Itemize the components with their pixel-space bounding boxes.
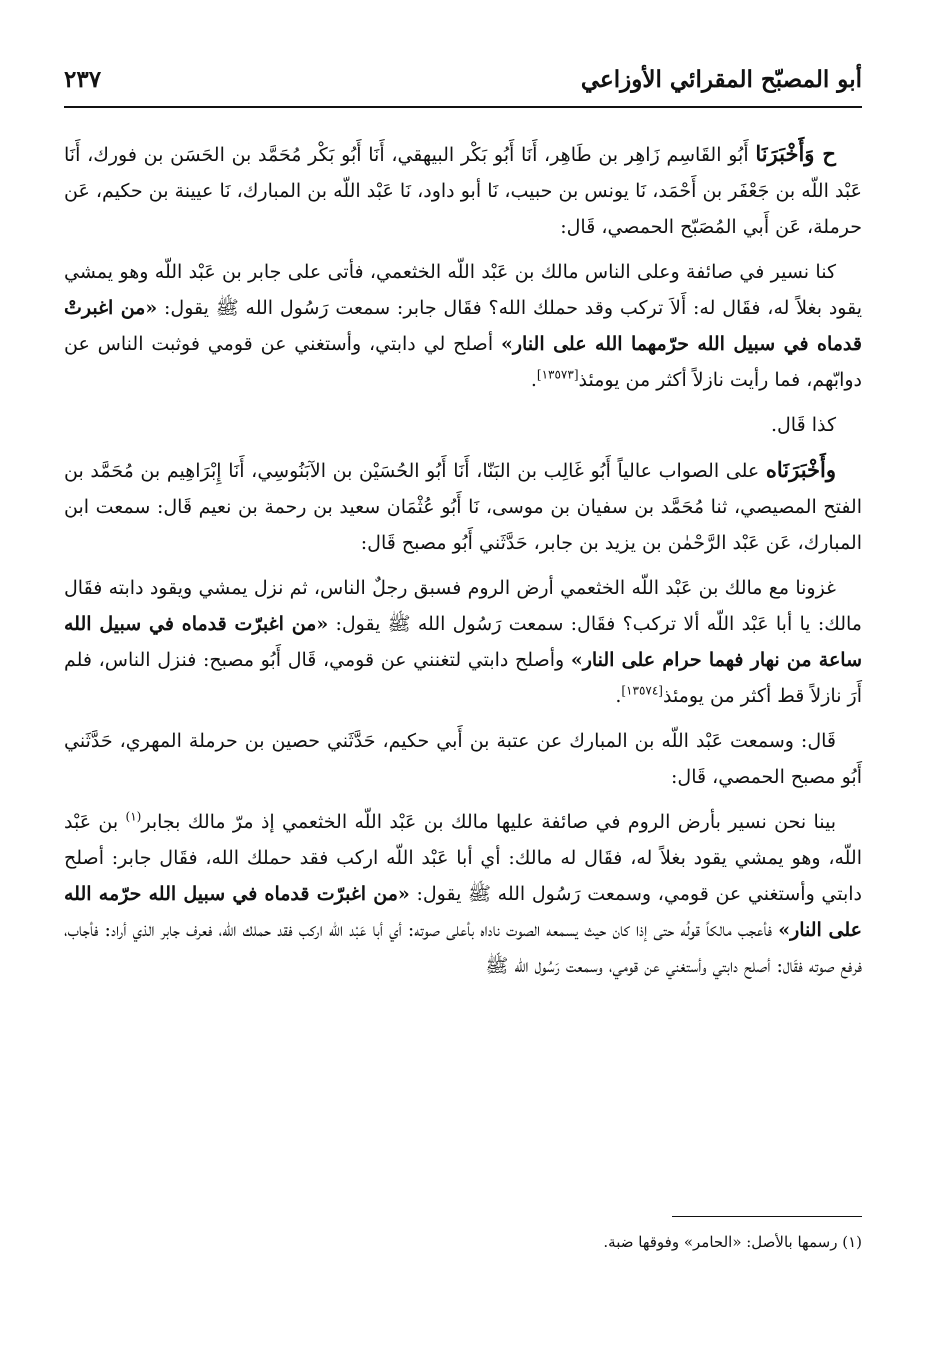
remark-paragraph	[64, 407, 862, 443]
paragraph-text: أَبُو القَاسِم زَاهِر بن طَاهِر، أَنَا أَبُو بَكْر البيهقي، أَنَا أَبُو بَكْر مُحَمَّد بن الحَسَن بن فورك، أَنَا عَبْد اللّه بن جَعْفَر بن أَحْمَد، نَا يونس بن حبيب، نَا أبو داود، نَا عَبْد اللّه بن المبارك، نَا عيينة بن حكيم، عَن حرملة، عَن أَبي المُصَبّح الحمصي، قَال:	[64, 144, 862, 238]
isnad-paragraph-1	[64, 136, 862, 245]
isnad-paragraph-3	[64, 723, 862, 795]
paragraph-text: بينا نحن نسير بأرض الروم في صائفة عليها مالك بن عَبْد اللّه الخثعمي إذ مرّ مالك بجابر	[141, 811, 837, 833]
footnote-rule	[672, 1216, 862, 1217]
paragraph-text: بن عَبْد اللّه، وهو يمشي يقود بغلاً له، فقَال له مالك: أي أبا عَبْد اللّه اركب فقد حملك الله، فقَال جابر: أصلح دابتي وأستغني عن قومي، وسمعت رَسُول الله ﷺ يقول:	[64, 811, 862, 905]
matn-paragraph-1	[64, 254, 862, 398]
lead-word: وأَخْبَرَنَاه	[765, 457, 836, 482]
hadith-reference: [١٣٥٧٣]	[536, 367, 579, 382]
paragraph-text: قَال: وسمعت عَبْد اللّه بن المبارك عن عتبة بن أَبي حكيم، حَدَّثَني حصين بن حرملة المهري، حَدَّثَني أَبُو مصبح الحمصي، قَال:	[64, 730, 862, 788]
paragraph-end: .	[615, 685, 622, 707]
matn-paragraph-2	[64, 570, 862, 714]
header-rule	[64, 106, 862, 108]
paragraph-text: فأعجب مالكاً قولُه حتى إذا كان حيث يسمعه الصوت ناداه بأعلى صوته: أي أبا عَبْد اللّه اركب فقد حملك الله، فعرف جابر الذي أراد: فأجاب، فرفع صوته فقَال: أصلح دابتي وأستغني عن قومي، وسمعت رَسُول الله ﷺ	[64, 919, 862, 977]
hadith-reference: [١٣٥٧٤]	[621, 683, 663, 698]
hadith-quote: «من اغبرّت قدماه في سبيل الله حرّمه الله على النار»	[64, 883, 863, 941]
footnote-text: رسمها بالأصل: «الحامر» وفوقها ضبة.	[603, 1233, 843, 1251]
paragraph-text: على الصواب عالياً أَبُو غَالِب بن البَنّا، أَنَا أَبُو الحُسَيْن بن الآبَنُوسِي، أَنَا إِبْرَاهِيم بن مُحَمَّد بن الفتح المصيصي، ثنا مُحَمَّد بن سفيان بن موسى، نَا أَبُو عُثْمَان سعيد بن رحمة بن نعيم قَال: سمعت ابن المبارك، عَن عَبْد الرَّحْمٰن بن يزيد بن جابر، حَدَّثَني أَبُو مصبح قَال:	[64, 460, 862, 554]
hadith-quote: «من اغبرتْ قدماه في سبيل الله حرّمهما الله على النار»	[64, 297, 862, 355]
paragraph-text: أصلح لي دابتي، وأستغني عن قومي فوثبت الناس عن دوابّهم، فما رأيت نازلاً أكثر من يومئذ	[64, 333, 862, 391]
lead-word: ح وَأَخْبَرَنَا	[755, 141, 836, 166]
hadith-quote: «من اغبرّت قدماه في سبيل الله ساعة من نهار فهما حرام على النار»	[64, 613, 862, 671]
paragraph-text: غزونا مع مالك بن عَبْد اللّه الخثعمي أرض الروم فسبق رجلٌ الناس، ثم نزل يمشي ويقود دابته فقَال مالك: يا أبا عَبْد اللّه ألا تركب؟ فقَال: سمعت رَسُول الله ﷺ يقول:	[64, 577, 862, 635]
page-body	[64, 136, 862, 993]
matn-paragraph-3	[64, 804, 862, 984]
page-header	[64, 62, 862, 106]
paragraph-text: كنا نسير في صائفة وعلى الناس مالك بن عَبْد اللّه الخثعمي، فأتى على جابر بن عَبْد اللّه وهو يمشي يقود بغلاً له، فقَال له: أَلاَ تركب وقد حملك الله؟ فقَال جابر: سمعت رَسُول الله ﷺ يقول:	[64, 261, 862, 319]
page-number: ٢٣٧	[64, 66, 102, 93]
footnote-number: (١)	[842, 1233, 862, 1251]
paragraph-end: .	[530, 369, 537, 391]
footnote-marker[interactable]: (١)	[125, 809, 142, 824]
paragraph-text: وأصلح دابتي لتغنني عن قومي، قَال أَبُو مصبح: فنزل الناس، فلم أَرَ نازلاً قط أكثر من يومئذ	[64, 649, 862, 707]
footnote	[64, 1228, 862, 1256]
isnad-paragraph-2	[64, 452, 862, 561]
paragraph-text: كذا قَال.	[770, 414, 836, 436]
running-title: أبو المصبّح المقرائي الأوزاعي	[580, 66, 862, 93]
